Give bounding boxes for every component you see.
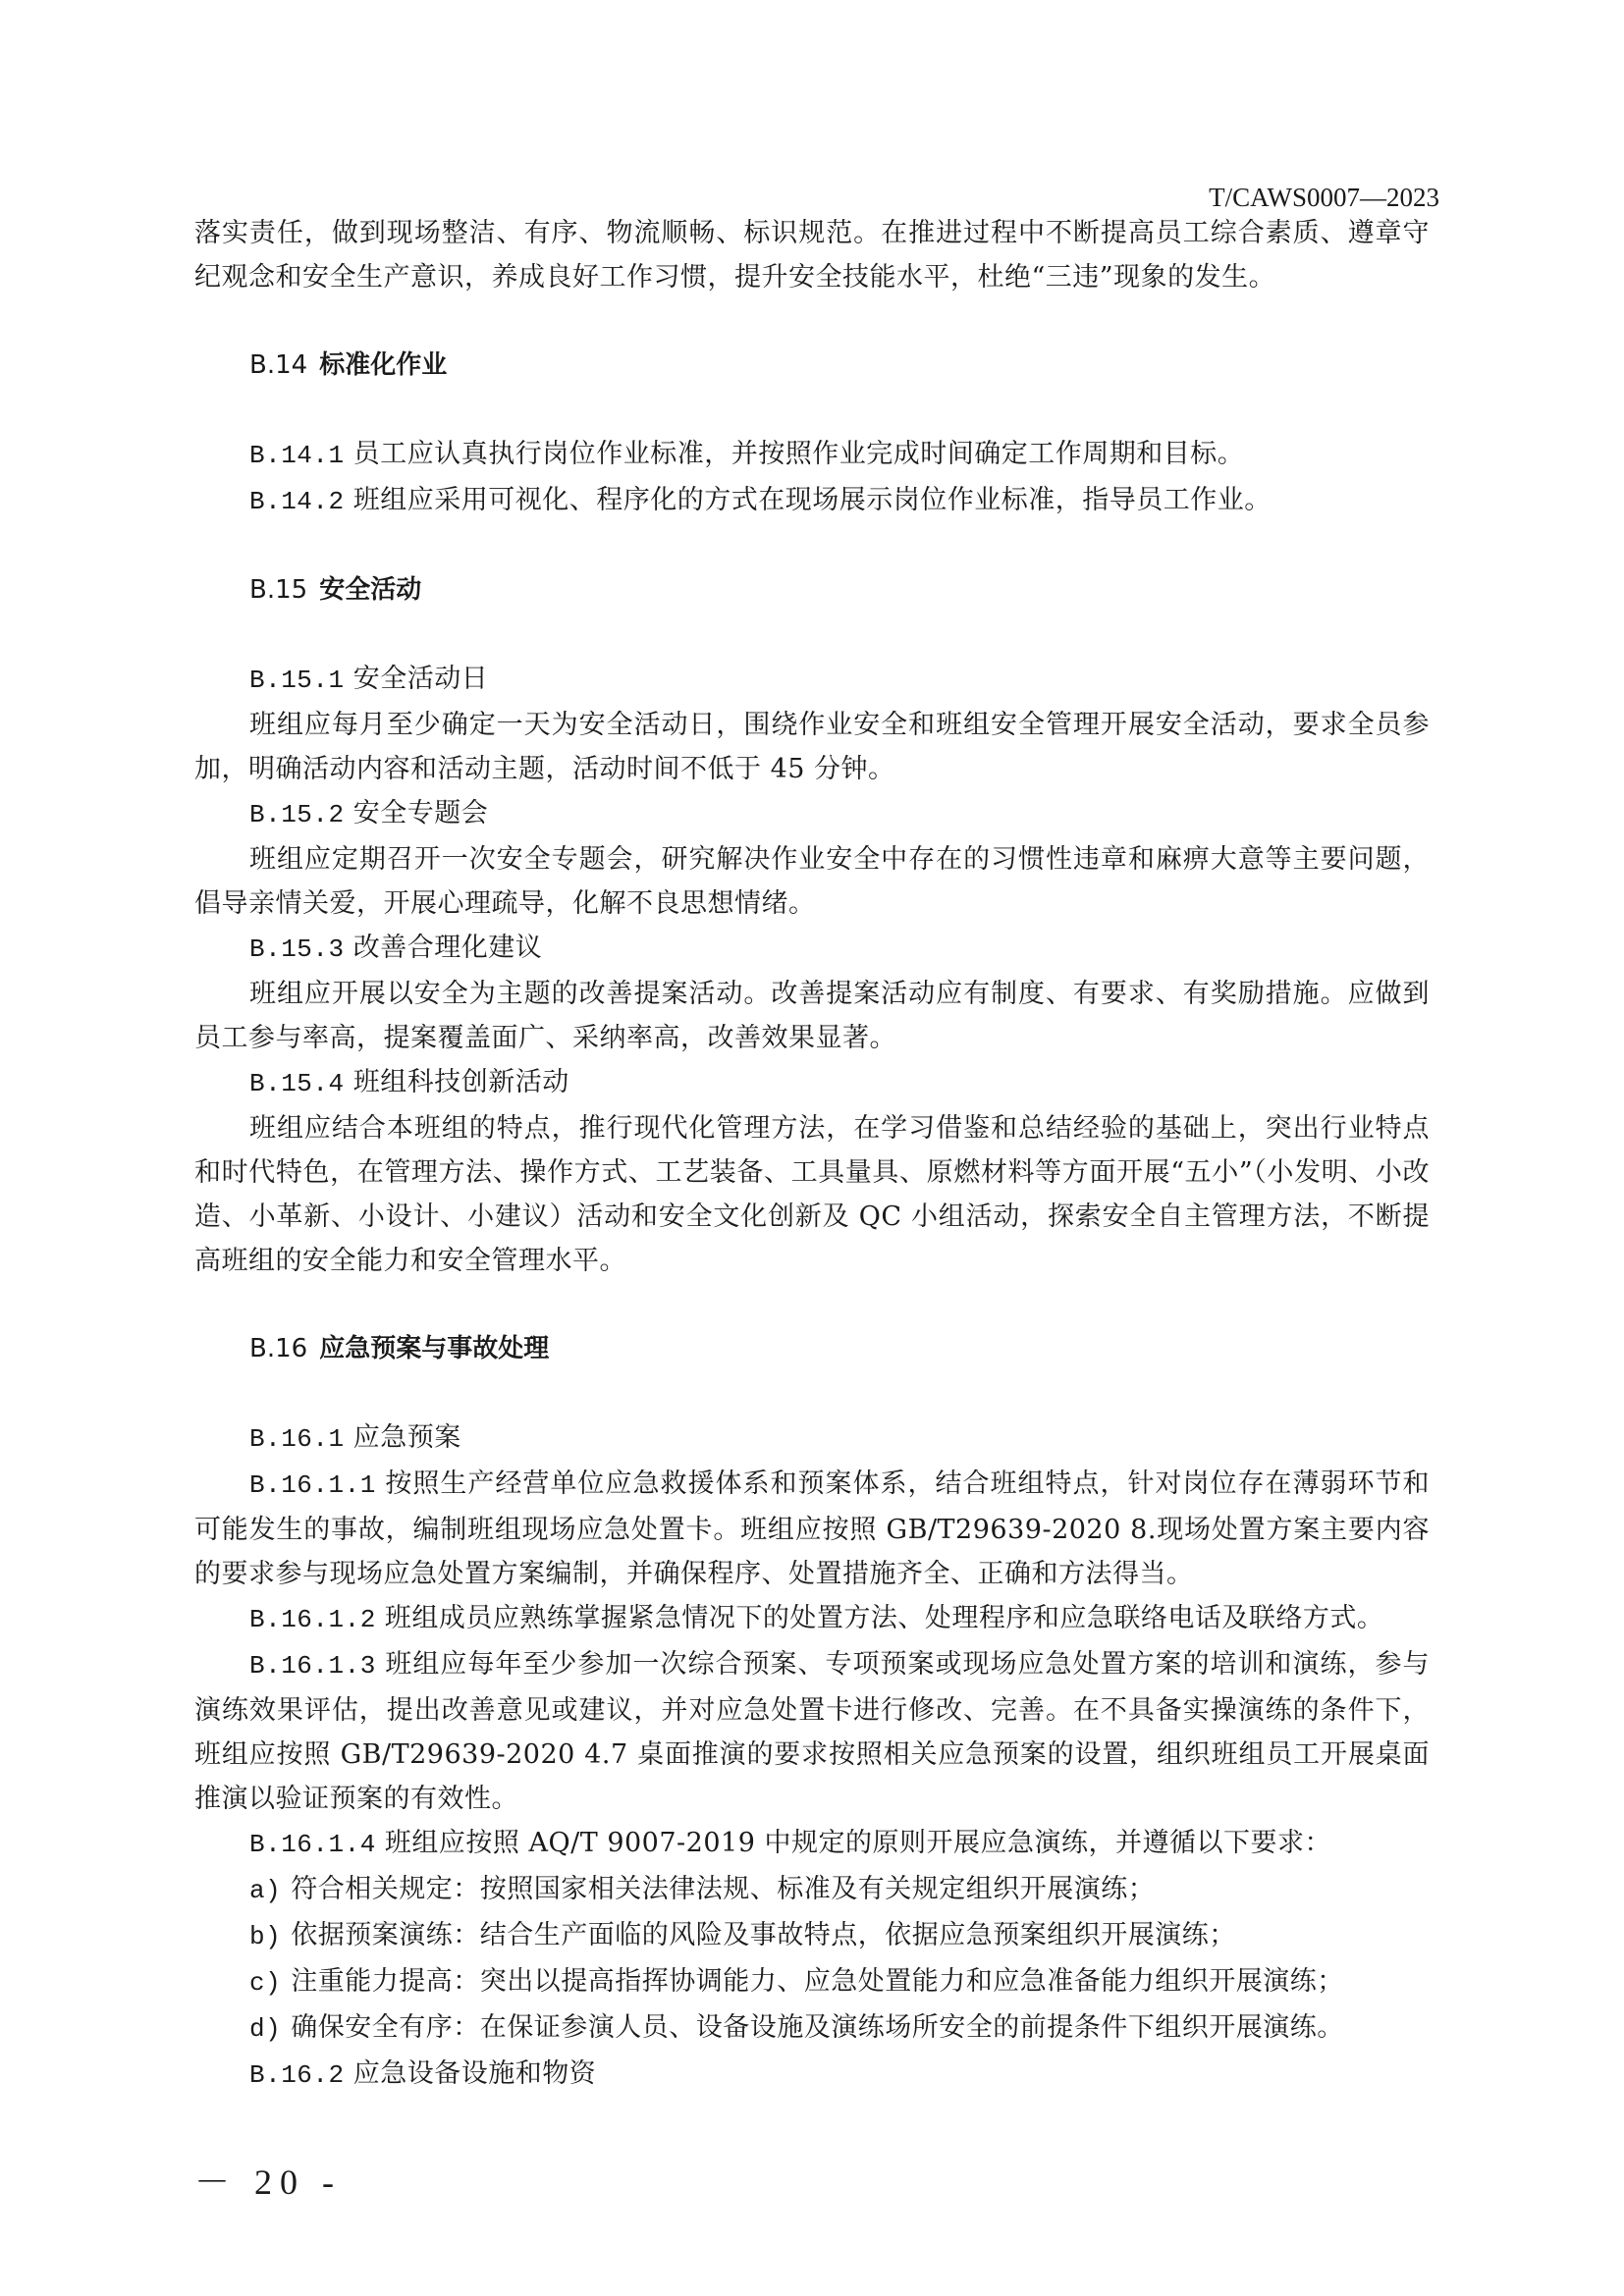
clause-b16-1-2 [194, 1596, 1430, 1642]
clause-number: B.16.1.3 [249, 1651, 376, 1681]
clause-title: 应急预案 [352, 1422, 461, 1453]
clause-b16-1-3 [194, 1642, 1430, 1821]
clause-number: B.14.1 [249, 441, 345, 470]
clause-number: B.16.1.1 [249, 1470, 376, 1500]
section-title: 应急预案与事故处理 [319, 1334, 550, 1363]
list-item [194, 2005, 1430, 2052]
clause-title: 改善合理化建议 [352, 933, 543, 963]
subclause-title-b15-2 [194, 791, 1430, 837]
clause-number: B.16.1 [249, 1424, 345, 1454]
clause-text: 班组成员应熟练掌握紧急情况下的处置方法、处理程序和应急联络电话及联络方式。 [384, 1603, 1384, 1633]
clause-title: 安全专题会 [352, 798, 489, 828]
page-body [194, 211, 1430, 2098]
clause-text: 班组应采用可视化、程序化的方式在现场展示岗位作业标准，指导员工作业。 [352, 485, 1272, 515]
clause-number: B.15.3 [249, 934, 345, 964]
list-item-text: 符合相关规定：按照国家相关法律法规、标准及有关规定组织开展演练； [291, 1874, 1156, 1904]
clause-b14-1 [194, 432, 1430, 478]
list-item-label: a) [249, 1876, 282, 1905]
clause-text: 员工应认真执行岗位作业标准，并按照作业完成时间确定工作周期和目标。 [352, 439, 1245, 469]
clause-text: 班组应每年至少参加一次综合预案、专项预案或现场应急处置方案的培训和演练，参与演练效果评估，提出改善意见或建议，并对应急处置卡进行修改、完善。在不具备实操演练的条件下，班组应按照 GB/T29639-2020 4.7 桌面推演的要求按照相关应急预案的设置，组织班组员工开展桌面推演以验证预案的有效性。 [194, 1649, 1430, 1814]
section-number: B.15 [249, 575, 308, 605]
document-code: T/CAWS0007—2023 [1209, 183, 1439, 212]
paragraph-b15-4: 班组应结合本班组的特点，推行现代化管理方法，在学习借鉴和总结经验的基础上，突出行业特点和时代特色，在管理方法、操作方式、工艺装备、工具量具、原燃材料等方面开展“五小”（小发明、小改造、小革新、小设计、小建议）活动和安全文化创新及 QC 小组活动，探索安全自主管理方法，不断提高班组的安全能力和安全管理水平。 [194, 1113, 1430, 1276]
subclause-title-b16-2 [194, 2052, 1430, 2098]
clause-title: 应急设备设施和物资 [352, 2058, 597, 2089]
clause-number: B.16.2 [249, 2060, 345, 2090]
clause-b14-2 [194, 478, 1430, 524]
list-item [194, 1959, 1430, 2005]
clause-b16-1-1 [194, 1462, 1430, 1596]
section-title: 安全活动 [319, 575, 422, 605]
clause-title: 班组科技创新活动 [352, 1067, 569, 1097]
list-item [194, 1913, 1430, 1959]
section-number: B.14 [249, 350, 308, 380]
subclause-title-b15-1 [194, 657, 1430, 703]
list-item-text: 注重能力提高：突出以提高指挥协调能力、应急处置能力和应急准备能力组织开展演练； [291, 1966, 1344, 1997]
subclause-title-b15-4 [194, 1060, 1430, 1106]
clause-b16-1-4 [194, 1821, 1430, 1867]
clause-number: B.14.2 [249, 487, 345, 516]
clause-text: 按照生产经营单位应急救援体系和预案体系，结合班组特点，针对岗位存在薄弱环节和可能发生的事故，编制班组现场应急处置卡。班组应按照 GB/T29639-2020 8.现场处置方案主要内容的要求参与现场应急处置方案编制，并确保程序、处置措施齐全、正确和方法得当。 [194, 1468, 1430, 1589]
section-heading-b14 [194, 344, 1430, 388]
section-heading-b15 [194, 568, 1430, 613]
subclause-title-b16-1 [194, 1415, 1430, 1462]
clause-number: B.15.4 [249, 1069, 345, 1098]
clause-number: B.16.1.4 [249, 1830, 376, 1859]
section-title: 标准化作业 [319, 350, 448, 380]
paragraph-b15-1: 班组应每月至少确定一天为安全活动日，围绕作业安全和班组安全管理开展安全活动，要求全员参加，明确活动内容和活动主题，活动时间不低于 45 分钟。 [194, 710, 1430, 784]
subclause-title-b15-3 [194, 926, 1430, 972]
page-number: － 20 - [194, 2163, 342, 2202]
section-number: B.16 [249, 1334, 308, 1363]
paragraph-b15-2: 班组应定期召开一次安全专题会，研究解决作业安全中存在的习惯性违章和麻痹大意等主要问题，倡导亲情关爱，开展心理疏导，化解不良思想情绪。 [194, 844, 1430, 919]
list-item-text: 依据预案演练：结合生产面临的风险及事故特点，依据应急预案组织开展演练； [291, 1920, 1236, 1950]
clause-title: 安全活动日 [352, 664, 489, 694]
clause-number: B.15.1 [249, 666, 345, 695]
paragraph-intro-continued: 落实责任，做到现场整洁、有序、物流顺畅、标识规范。在推进过程中不断提高员工综合素质、遵章守纪观念和安全生产意识，养成良好工作习惯，提升安全技能水平，杜绝“三违”现象的发生。 [194, 218, 1430, 293]
clause-number: B.16.1.2 [249, 1605, 376, 1634]
list-item [194, 1867, 1430, 1913]
list-item-label: b) [249, 1922, 282, 1951]
list-item-label: c) [249, 1968, 282, 1998]
list-item-label: d) [249, 2014, 282, 2044]
section-heading-b16 [194, 1327, 1430, 1371]
paragraph-b15-3: 班组应开展以安全为主题的改善提案活动。改善提案活动应有制度、有要求、有奖励措施。应做到员工参与率高，提案覆盖面广、采纳率高，改善效果显著。 [194, 979, 1430, 1053]
list-item-text: 确保安全有序：在保证参演人员、设备设施及演练场所安全的前提条件下组织开展演练。 [291, 2012, 1344, 2043]
clause-text: 班组应按照 AQ/T 9007-2019 中规定的原则开展应急演练，并遵循以下要求： [384, 1828, 1331, 1858]
clause-number: B.15.2 [249, 800, 345, 829]
